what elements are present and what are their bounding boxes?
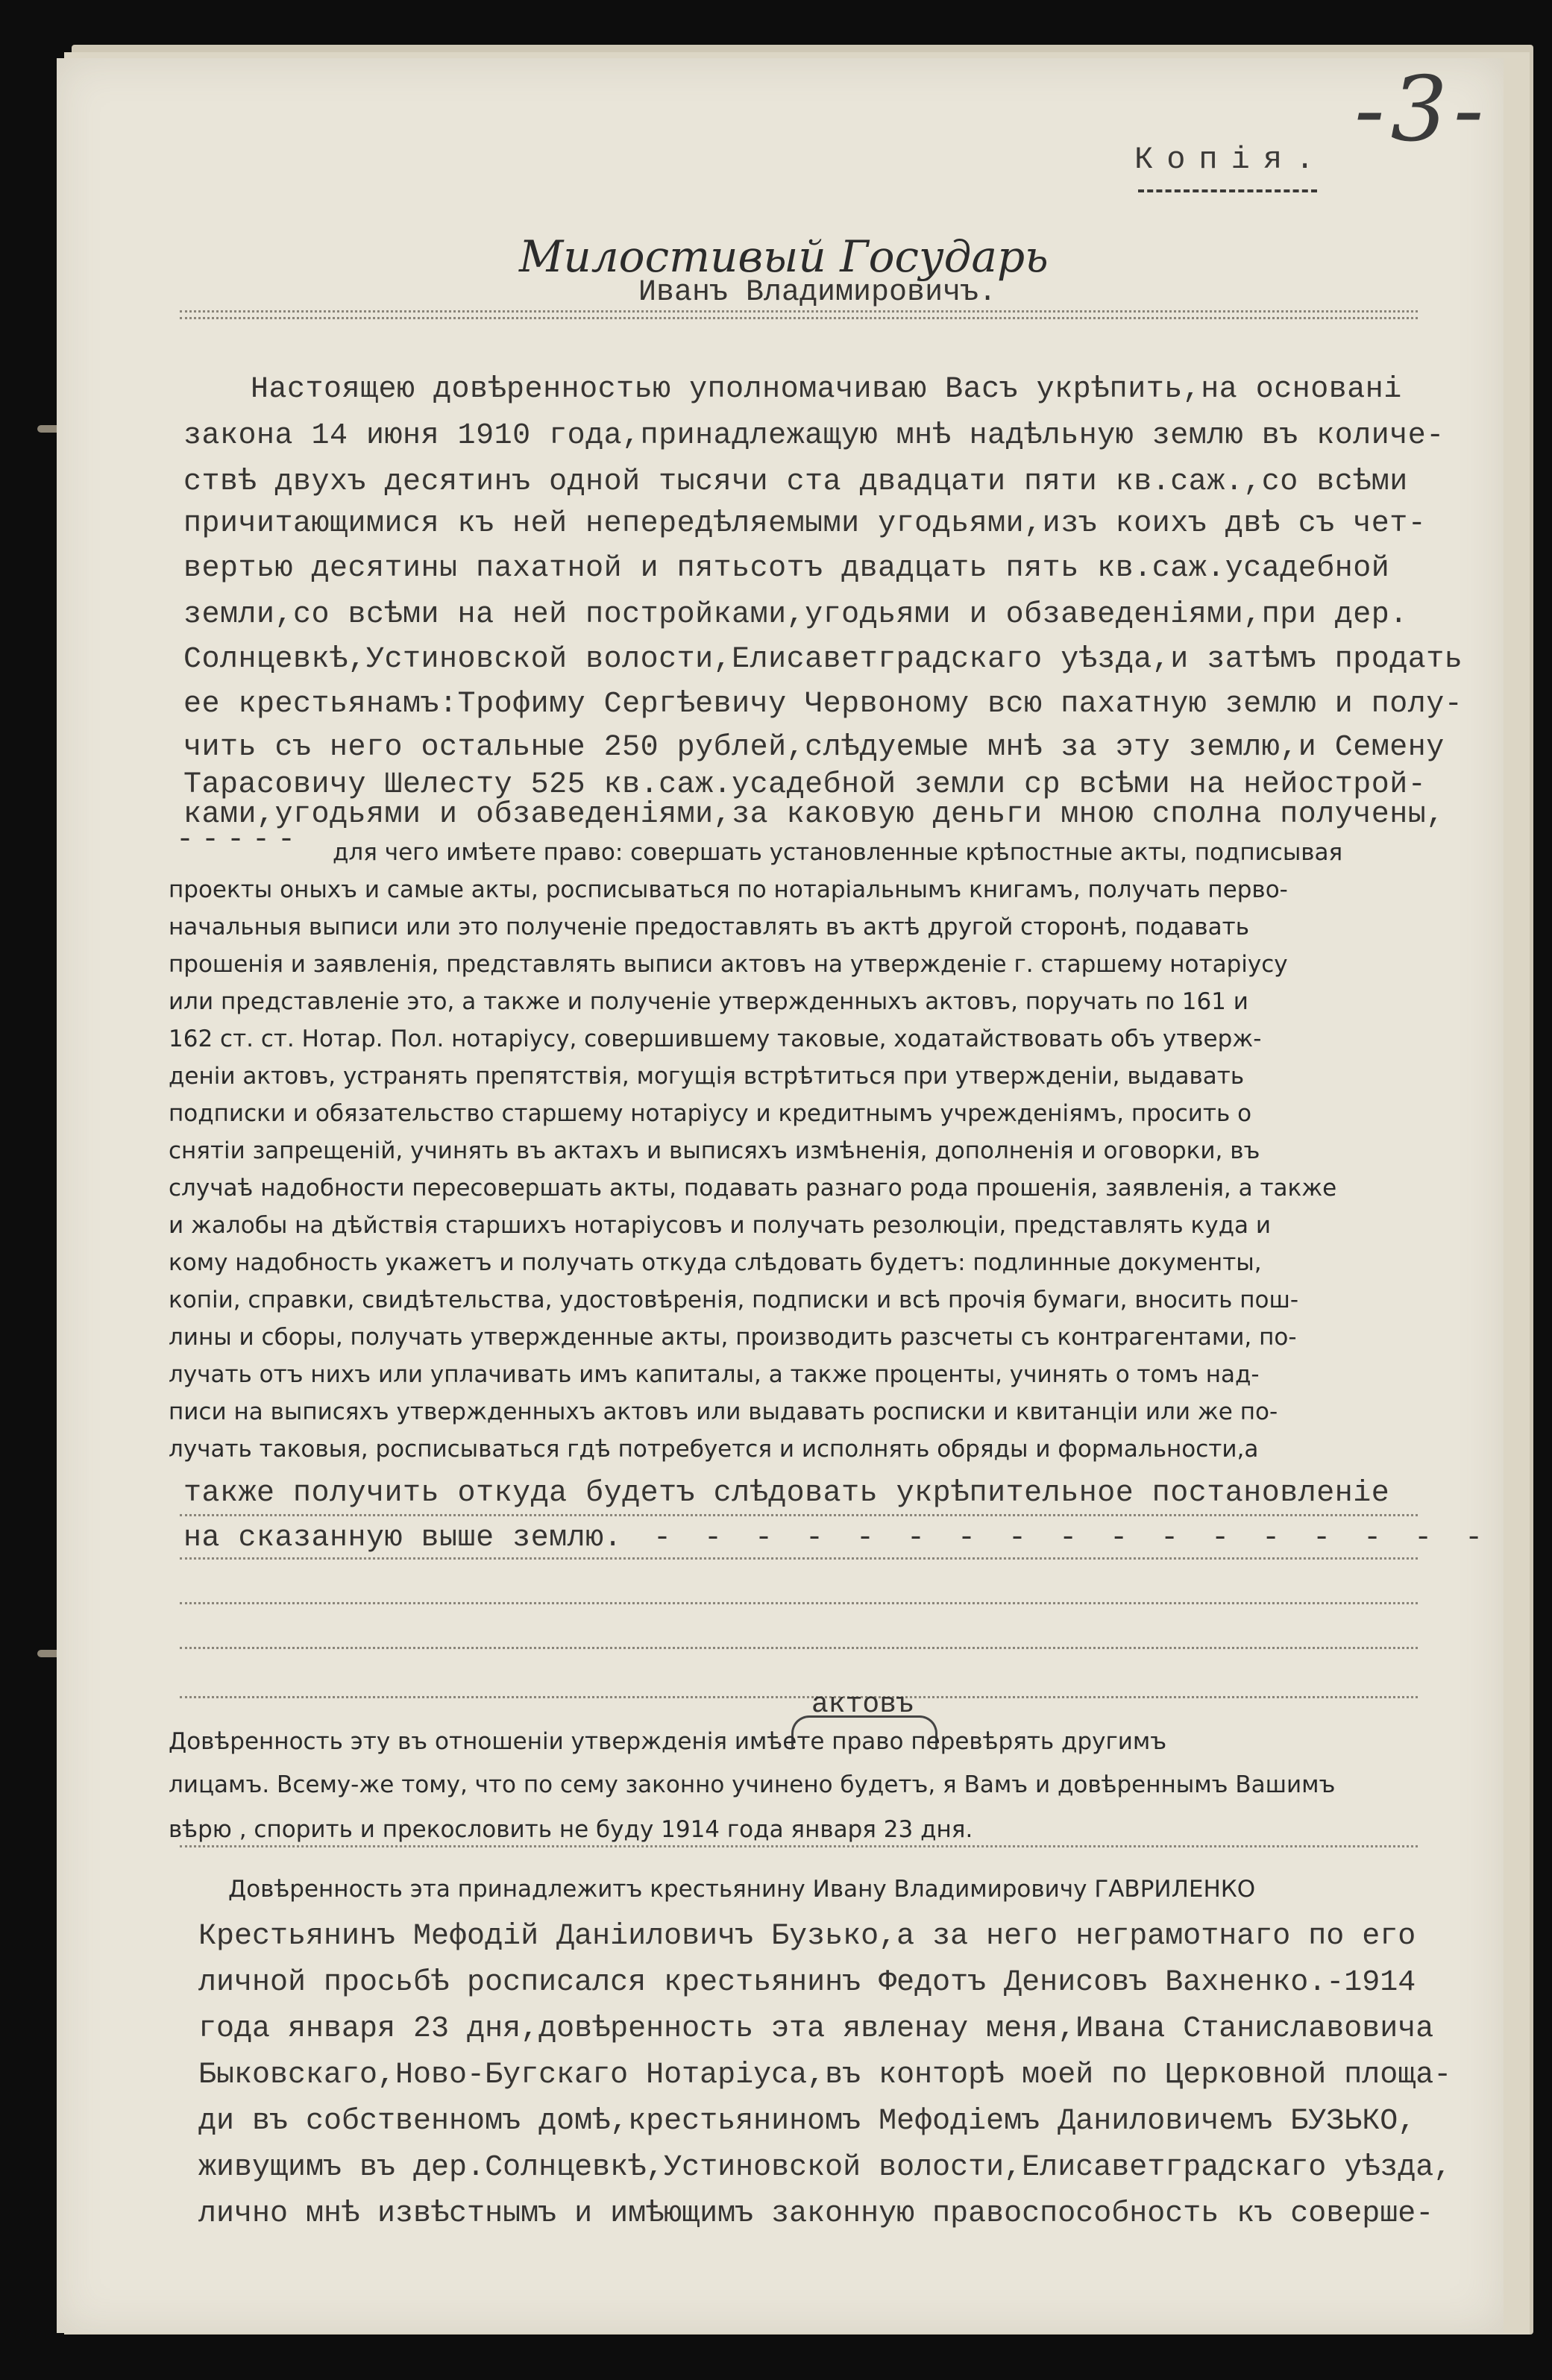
printed-line: лучать отъ нихъ или уплачивать имъ капиталы, а также проценты, учинять о томъ над-: [169, 1361, 1260, 1388]
printed-line: проекты оныхъ и самые акты, росписываться по нотаріальнымъ книгамъ, получать перво-: [169, 876, 1288, 903]
printed-line: лины и сборы, получать утвержденные акты, производить разсчеты съ контрагентами, по-: [169, 1324, 1297, 1351]
page-number: -3-: [1354, 58, 1490, 162]
printed-line: начальныя выписи или это полученіе предоставлять въ актѣ другой сторонѣ, подавать: [169, 914, 1249, 941]
form-dotted-line: [180, 1602, 1418, 1604]
printed-line: и жалобы на дѣйствія старшихъ нотаріусовъ и получать резолюціи, представлять куда и: [169, 1212, 1272, 1239]
salutation: Милостивый Государь: [519, 231, 1049, 282]
typed-line: причитающимися къ ней непередѣляемыми угодьями,изъ коихъ двѣ съ чет-: [183, 507, 1427, 541]
typed-line: земли,со всѣми на ней постройками,угодьями и обзаведеніями,при дер.: [183, 598, 1408, 632]
printed-line: подписки и обязательство старшему нотаріусу и кредитнымъ учрежденіямъ, просить о: [169, 1100, 1252, 1127]
printed-line: для чего имѣете право: совершать установленные крѣпостные акты, подписывая: [333, 839, 1343, 866]
delegation-line: лицамъ. Всему-же тому, что по сему законно учинено будетъ, я Вамъ и довѣреннымъ Вашимъ: [169, 1771, 1336, 1798]
typed-line: чить съ него остальные 250 рублей,слѣдуемые мнѣ за эту землю,и Семену: [183, 731, 1445, 764]
printed-line: кому надобность укажетъ и получать откуда слѣдовать будетъ: подлинные документы,: [169, 1249, 1262, 1276]
printed-line: лучать таковыя, росписываться гдѣ потребуется и исполнять обряды и формальности,а: [169, 1436, 1259, 1463]
dash-filler: -----: [176, 823, 304, 857]
typed-line: вертью десятины пахатной и пятьсотъ двадцать пять кв.саж.усадебной: [183, 552, 1390, 585]
form-dotted-line: [180, 1696, 1418, 1698]
certification-line: личной просьбѣ росписался крестьянинъ Федотъ Денисовъ Вахненко.-1914: [198, 1966, 1416, 2000]
insertion-above: актовъ: [811, 1689, 914, 1721]
certification-line: Быковскаго,Ново-Бугскаго Нотаріуса,въ конторѣ моей по Церковной площа-: [198, 2059, 1452, 2092]
printed-line: деніи актовъ, устранять препятствія, могущія встрѣтиться при утвержденіи, выдавать: [169, 1063, 1245, 1090]
form-dotted-line: [180, 1647, 1418, 1649]
printed-line: или представленіе это, а также и полученіе утвержденныхъ актовъ, поручать по 161 и: [169, 988, 1248, 1015]
addressee-dotted-line: [180, 317, 1418, 319]
typed-continuation-line: на сказанную выше землю.: [183, 1522, 623, 1555]
typed-line: ками,угодьями и обзаведеніями,за каковую деньги мною сполна получены,: [183, 798, 1445, 832]
delegation-line: вѣрю , спорить и прекословить не буду 1914 года января 23 дня.: [169, 1816, 973, 1843]
certification-line: года января 23 дня,довѣренность эта явленау меня,Ивана Станиславовича: [198, 2012, 1434, 2046]
printed-line: прошенія и заявленія, представлять выписи актовъ на утвержденіе г. старшему нотаріусу: [169, 951, 1288, 978]
certification-line: лично мнѣ извѣстнымъ и имѣющимъ законную правоспособность къ соверше-: [198, 2197, 1434, 2231]
typed-line: Солнцевкѣ,Устиновской волости,Елисаветградскаго уѣзда,и затѣмъ продать: [183, 643, 1463, 676]
printed-line: случаѣ надобности пересовершать акты, подавать разнаго рода прошенія, заявленія, а также: [169, 1175, 1337, 1202]
form-dotted-line: [180, 1845, 1418, 1847]
printed-line: копіи, справки, свидѣтельства, удостовѣренія, подписки и всѣ прочія бумаги, вносить пош-: [169, 1287, 1299, 1313]
printed-line: 162 ст. ст. Нотар. Пол. нотаріусу, совершившему таковые, ходатайствовать объ утверж-: [169, 1026, 1262, 1052]
typed-line: Тарасовичу Шелесту 525 кв.саж.усадебной земли ср всѣми на нейострой-: [183, 768, 1427, 802]
document-page: [57, 58, 1504, 2333]
typed-continuation-line: также получить откуда будетъ слѣдовать укрѣпительное постановленіе: [183, 1477, 1390, 1510]
certification-line: Довѣренность эта принадлежитъ крестьянину Ивану Владимировичу ГАВРИЛЕНКО: [228, 1876, 1256, 1903]
certification-line: живущимъ въ дер.Солнцевкѣ,Устиновской волости,Елисаветградскаго уѣзда,: [198, 2151, 1452, 2185]
typed-line: ее крестьянамъ:Трофиму Сергѣевичу Червоному всю пахатную землю и полу-: [183, 688, 1463, 721]
certification-line: ди въ собственномъ домѣ,крестьяниномъ Мефодіемъ Даниловичемъ БУЗЬКО,: [198, 2105, 1416, 2138]
printed-line: писи на выписяхъ утвержденныхъ актовъ или выдавать росписки и квитанціи или же по-: [169, 1398, 1278, 1425]
typed-line: Настоящею довѣренностью уполномачиваю Васъ укрѣпить,на основані: [251, 373, 1402, 406]
form-dotted-line: [180, 1514, 1418, 1516]
addressee: Иванъ Владимировичъ.: [638, 276, 997, 310]
certification-line: Крестьянинъ Мефодій Даніиловичъ Бузько,а за него неграмотнаго по его: [198, 1920, 1416, 1953]
delegation-line: Довѣренность эту въ отношеніи утвержденія имѣете право перевѣрять другимъ: [169, 1728, 1167, 1755]
form-dotted-line: [180, 1557, 1418, 1560]
copy-label-underline: [1138, 189, 1317, 192]
typed-line: закона 14 июня 1910 года,принадлежащую мнѣ надѣльную землю въ количе-: [183, 419, 1445, 453]
typed-line: ствѣ двухъ десятинъ одной тысячи ста двадцати пяти кв.саж.,со всѣми: [183, 465, 1408, 499]
copy-label: Копія.: [1134, 142, 1328, 178]
salutation-dotted-line: [180, 310, 1418, 313]
dash-filler: - - - - - - - - - - - - - - - - -: [653, 1522, 1491, 1555]
printed-line: снятіи запрещеній, учинять въ актахъ и выписяхъ измѣненія, дополненія и оговорки, въ: [169, 1137, 1260, 1164]
